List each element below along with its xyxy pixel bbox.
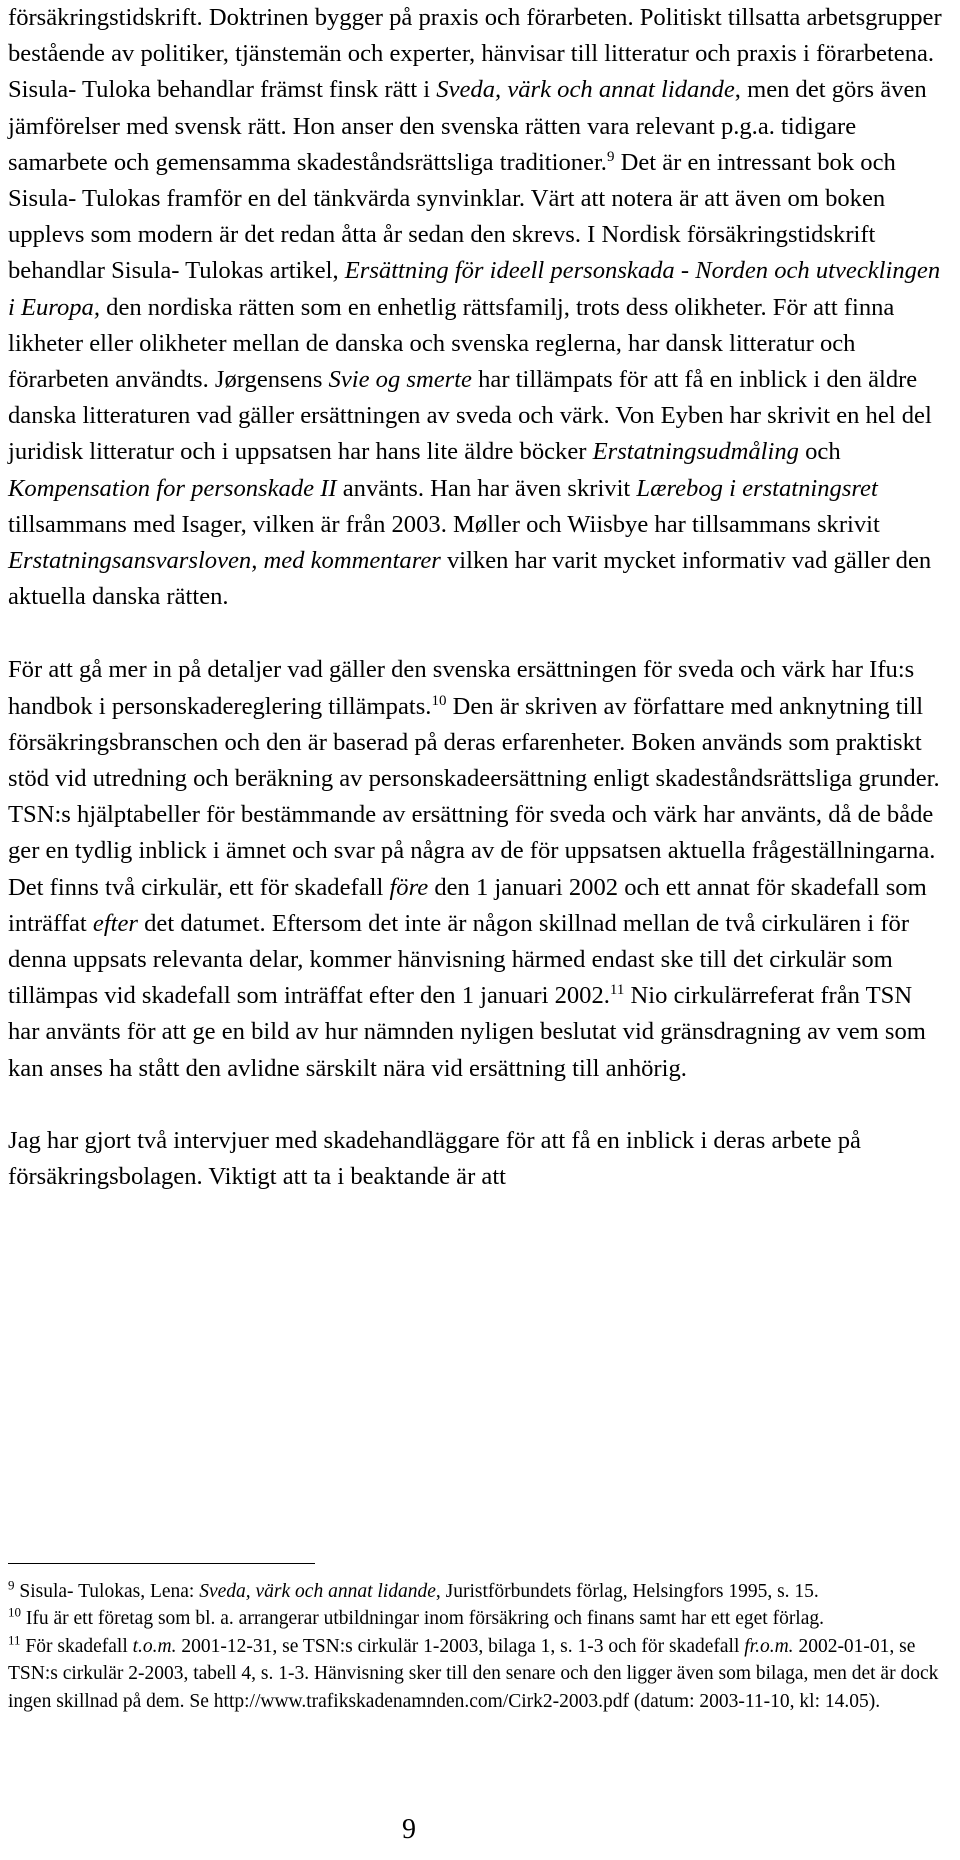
text-run: den 1 januari 2002 och ett annat för skadefall som inträffat xyxy=(8,873,927,937)
footnote-marker: 11 xyxy=(609,982,625,999)
text-run: 2002-01-01, se TSN:s cirkulär 2-2003, tabell 4, s. 1-3. Hänvisning sker till den senare och den ligger även som bilaga, men det är dock ingen skillnad på dem. Se http://www.trafikskadenamnden.com/Cirk2-2003.pdf (datum: 2003-11-10, kl: 14.05). xyxy=(8,1635,939,1712)
footnote-11 xyxy=(8,1633,948,1715)
footnote-separator xyxy=(8,1563,315,1564)
text-run: och xyxy=(798,438,841,466)
italic-title: före xyxy=(389,873,429,901)
text-run: vilken har varit mycket informativ vad gäller den aktuella danska rätten. xyxy=(8,547,932,611)
paragraph-spacer xyxy=(8,1087,948,1123)
footnote-marker: 9 xyxy=(8,1577,15,1593)
page-number: 9 xyxy=(402,1814,416,1845)
text-run: För att gå mer in på detaljer vad gäller den svenska ersättningen för sveda och värk har Ifu:s handbok i personskadereglering tillämpats. xyxy=(8,656,915,720)
italic-title: Erstatningsudmåling xyxy=(592,438,799,466)
italic-title: Kompensation for personskade II xyxy=(8,474,337,502)
text-run: Jag har gjort två intervjuer med skadehandläggare för att få en inblick i deras arbete på försäkringsbolagen. Viktigt att ta i beaktande är att xyxy=(8,1126,861,1191)
text-run: har tillämpats för att få en inblick i den äldre danska litteraturen vad gäller ersättningen av sveda och värk. Von Eyben har skrivit en hel del juridisk litteratur och i uppsatsen har hans lite äldre böcker xyxy=(8,366,932,466)
footnote-marker: 9 xyxy=(606,148,615,165)
text-run: För skadefall xyxy=(20,1635,133,1657)
text-run: använts. Han har även skrivit xyxy=(336,474,637,502)
text-run: Nio cirkulärreferat från TSN har använts för att ge en bild av hur nämnden nyligen beslutat vid gränsdragning av vem som kan anses ha stått den avlidne särskilt nära vid ersättning till anhörig. xyxy=(8,982,926,1082)
text-run: Ifu är ett företag som bl. a. arrangerar utbildningar inom försäkring och finans samt har ett eget förlag. xyxy=(21,1608,825,1630)
italic-title: Sveda, värk och annat lidande xyxy=(199,1581,436,1602)
text-run: försäkringstidskrift. Doktrinen bygger på praxis och förarbeten. Politiskt tillsatta arbetsgrupper bestående av politiker, tjänstemän och experter, hänvisar till litteratur och praxis i förarbetena. Sisula- Tuloka behandlar främst finsk rätt i xyxy=(8,4,942,104)
body-paragraph-1 xyxy=(8,0,948,615)
text-run: Sisula- Tulokas, Lena: xyxy=(14,1581,200,1602)
footnote-9 xyxy=(8,1578,948,1605)
italic-title: Erstatningsansvarsloven, med kommentarer xyxy=(8,547,441,575)
italic-title: Svie og smerte xyxy=(328,366,472,394)
text-run: Den är skriven av författare med anknytning till försäkringsbranschen och den är baserad på deras erfarenheter. Boken används som praktiskt stöd vid utredning och beräkning av personskadeersättning enligt skadeståndsrättsliga grunder. TSN:s hjälptabeller för bestämmande av ersättning för sveda och värk har använts, då de både ger en tydlig inblick i ämnet och svar på några av de för uppsatsen aktuella frågeställningarna. Det finns två cirkulär, ett för skadefall xyxy=(8,692,940,901)
italic-title: Lærebog i erstatningsret xyxy=(636,474,878,502)
text-run: den nordiska rätten som en enhetlig rättsfamilj, trots dess olikheter. För att finna likheter eller olikheter mellan de danska och svenska reglerna, har dansk litteratur och förarbeten användts. Jørgensens xyxy=(8,293,895,394)
footnote-10 xyxy=(8,1605,948,1632)
text-run: tillsammans med Isager, vilken är från 2003. Møller och Wiisbye har tillsammans skrivit xyxy=(8,510,880,538)
footnote-marker: 10 xyxy=(8,1604,21,1620)
italic-title: t.o.m. xyxy=(132,1635,177,1657)
italic-title: Sveda, värk och annat lidande xyxy=(436,76,735,104)
text-run: Det är en intressant bok och Sisula- Tulokas framför en del tänkvärda synvinklar. Värt att notera är att även om boken upplevs som modern är det redan åtta år sedan den skrevs. I Nordisk försäkringstidskrift behandlar Sisula- Tulokas artikel, xyxy=(8,148,896,285)
italic-title: efter xyxy=(92,909,138,937)
text-run: det datumet. Eftersom det inte är någon skillnad mellan de två cirkulären i för denna uppsats relevanta delar, kommer hänvisning härmed endast ske till det cirkulär som tillämpas vid skadefall som inträffat efter den 1 januari 2002. xyxy=(8,909,910,1010)
document-page xyxy=(8,0,948,1195)
paragraph-spacer xyxy=(8,615,948,652)
italic-title: fr.o.m. xyxy=(744,1635,794,1657)
footnote-marker: 10 xyxy=(431,692,447,709)
text-run: , Juristförbundets förlag, Helsingfors 1995, s. 15. xyxy=(435,1581,819,1602)
italic-title: Ersättning för ideell personskada - Norden och utvecklingen i Europa, xyxy=(8,257,941,321)
text-run: , men det görs även jämförelser med svensk rätt. Hon anser den svenska rätten vara relevant p.g.a. tidigare samarbete och gemensamma skadeståndsrättsliga traditioner. xyxy=(8,76,927,176)
footnotes xyxy=(8,1578,948,1715)
footnote-marker: 11 xyxy=(8,1632,21,1648)
body-paragraph-3 xyxy=(8,1123,948,1195)
text-run: 2001-12-31, se TSN:s cirkulär 1-2003, bilaga 1, s. 1-3 och för skadefall xyxy=(176,1635,745,1657)
body-paragraph-2 xyxy=(8,652,948,1086)
